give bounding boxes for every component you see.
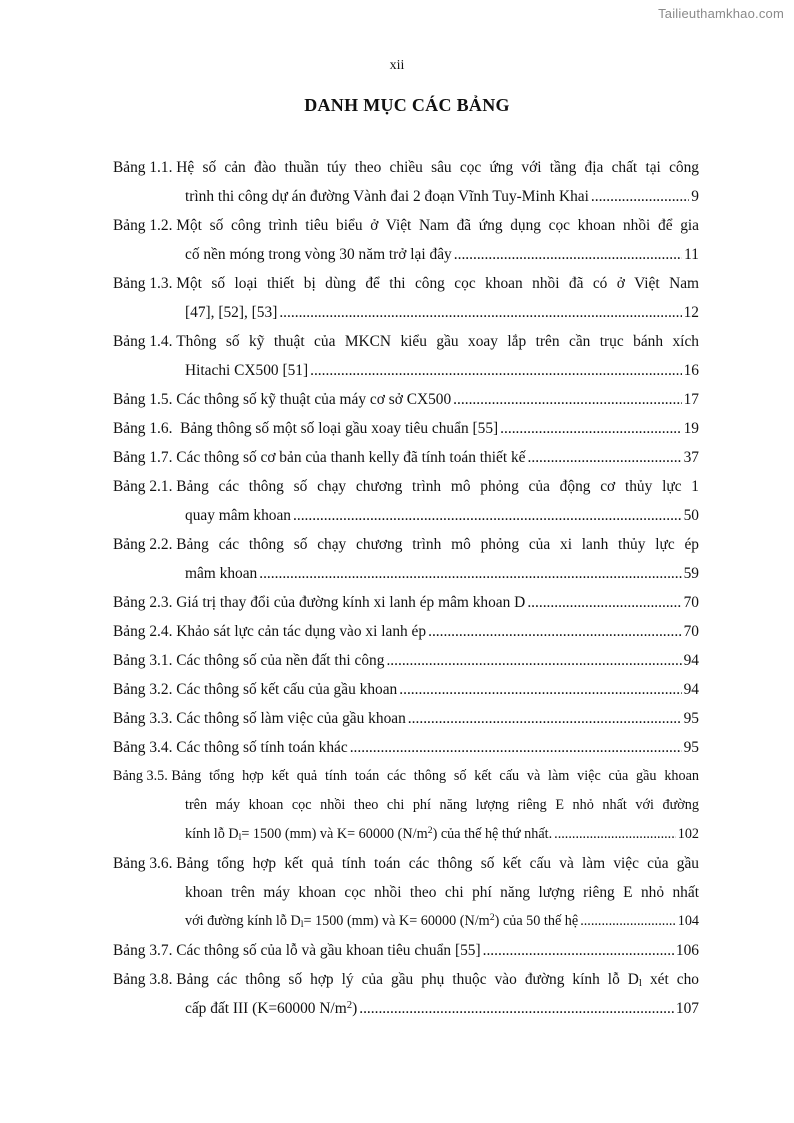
list-item-table-1-5[interactable] — [113, 385, 699, 414]
entry-title: Hitachi CX500 [51] — [185, 362, 309, 379]
entry-label: Bảng 2.2. — [113, 536, 177, 553]
entry-page-number: 16 — [683, 362, 699, 379]
entry-page-number: 94 — [683, 652, 699, 669]
entry-label: Bảng 1.4. — [113, 333, 177, 350]
list-item-table-1-4[interactable] — [113, 327, 699, 385]
entry-title: Thông số kỹ thuật của MKCN kiểu gầu xoay lắp trên cần trục bánh xích — [176, 333, 699, 350]
list-item-table-3-4[interactable] — [113, 733, 699, 762]
entry-label: Bảng 1.5. — [113, 391, 177, 408]
entry-label: Bảng 1.2. — [113, 217, 177, 234]
table-list — [113, 153, 699, 1023]
entry-page-number: 50 — [683, 507, 699, 524]
entry-title: Các thông số của nền đất thi công — [176, 652, 385, 669]
entry-title: mâm khoan — [185, 565, 258, 582]
entry-page-number: 102 — [677, 826, 699, 842]
list-item-table-1-7[interactable] — [113, 443, 699, 472]
entry-label: Bảng 1.1. — [113, 159, 177, 176]
entry-title: Hệ số cản đào thuần túy theo chiều sâu cọc ứng với tầng địa chất tại công — [176, 159, 699, 176]
entry-label: Bảng 3.4. — [113, 739, 177, 756]
entry-title: Bảng tổng hợp kết quả tính toán các thông số kết cấu và làm việc của gầu khoan — [171, 768, 699, 784]
entry-label: Bảng 3.8. — [113, 971, 177, 988]
page-title: DANH MỤC CÁC BẢNG — [304, 95, 510, 115]
entry-page-number: 37 — [683, 449, 699, 466]
list-item-table-1-2[interactable] — [113, 211, 699, 269]
entry-label: Bảng 3.2. — [113, 681, 177, 698]
entry-page-number: 59 — [683, 565, 699, 582]
entry-title: với đường kính lỗ $D_l= 1500$ (mm) và K= 60000 $(N/m^2)$ của 50 thế hệ — [185, 912, 579, 930]
list-item-table-3-6[interactable] — [113, 849, 699, 936]
entry-label: Bảng 1.7. — [113, 449, 177, 466]
entry-title: Các thông số làm việc của gầu khoan — [176, 710, 406, 727]
list-item-table-3-5[interactable] — [113, 762, 699, 849]
entry-page-number: 70 — [683, 623, 699, 640]
entry-title: Một số công trình tiêu biểu ở Việt Nam đã ứng dụng cọc khoan nhồi để gia — [176, 217, 699, 234]
list-item-table-3-2[interactable] — [113, 675, 699, 704]
entry-title: Bảng các thông số chạy chương trình mô phỏng của động cơ thủy lực 1 — [176, 478, 699, 495]
entry-title: khoan trên máy khoan cọc nhồi theo chi phí năng lượng riêng E nhỏ nhất — [185, 884, 699, 901]
entry-label: Bảng 3.3. — [113, 710, 177, 727]
list-item-table-3-7[interactable] — [113, 936, 699, 965]
entry-title: kính lỗ $D_l= 1500$ (mm) và K= 60000 $(N/m^2)$ của thế hệ thứ nhất. — [185, 825, 553, 843]
list-item-table-2-1[interactable] — [113, 472, 699, 530]
entry-label: Bảng 1.6. — [113, 420, 181, 437]
entry-title: [47], [52], [53] — [185, 304, 278, 321]
entry-page-number: 106 — [675, 942, 699, 959]
entry-label: Bảng 1.3. — [113, 275, 177, 292]
list-item-table-2-3[interactable] — [113, 588, 699, 617]
list-item-table-1-6[interactable] — [113, 414, 699, 443]
entry-label: Bảng 2.1. — [113, 478, 177, 495]
entry-page-number: 9 — [691, 188, 699, 205]
entry-page-number: 107 — [675, 1000, 699, 1017]
list-item-table-3-3[interactable] — [113, 704, 699, 733]
entry-title: Các thông số kỹ thuật của máy cơ sở CX500 — [176, 391, 452, 408]
entry-title: Bảng tổng hợp kết quả tính toán các thông số kết cấu và làm việc của gầu — [176, 855, 699, 872]
entry-page-number: 95 — [683, 710, 699, 727]
entry-title: Một số loại thiết bị dùng để thi công cọc khoan nhồi đã có ở Việt Nam — [176, 275, 699, 292]
entry-title: Các thông số của lỗ và gầu khoan tiêu chuẩn [55] — [176, 942, 481, 959]
entry-title: Các thông số tính toán khác — [176, 739, 348, 756]
list-item-table-3-1[interactable] — [113, 646, 699, 675]
list-item-table-2-4[interactable] — [113, 617, 699, 646]
list-item-table-3-8[interactable] — [113, 965, 699, 1023]
entry-label: Bảng 3.5. — [113, 768, 172, 784]
entry-title: Bảng các thông số hợp lý của gầu phụ thuộc vào đường kính lỗ $D_l$ xét cho — [176, 971, 699, 989]
entry-title: trình thi công dự án đường Vành đai 2 đoạn Vĩnh Tuy-Minh Khai — [185, 188, 589, 205]
entry-page-number: 12 — [683, 304, 699, 321]
entry-title: Giá trị thay đổi của đường kính xi lanh ép mâm khoan D — [176, 594, 526, 611]
entry-title: Các thông số kết cấu của gầu khoan — [176, 681, 398, 698]
entry-page-number: 19 — [683, 420, 699, 437]
entry-title: Các thông số cơ bản của thanh kelly đã tính toán thiết kế — [176, 449, 526, 466]
entry-label: Bảng 3.6. — [113, 855, 177, 872]
entry-title: Bảng thông số một số loại gầu xoay tiêu chuẩn [55] — [180, 420, 499, 437]
entry-title: quay mâm khoan — [185, 507, 291, 524]
entry-page-number: 11 — [684, 246, 699, 263]
entry-label: Bảng 2.4. — [113, 623, 177, 640]
list-item-table-2-2[interactable] — [113, 530, 699, 588]
entry-label: Bảng 3.1. — [113, 652, 177, 669]
entry-title: cố nền móng trong vòng 30 năm trở lại đây — [185, 246, 452, 263]
entry-title: cấp đất III (K=60000 $N/m^2$) — [185, 999, 358, 1017]
entry-page-number: 95 — [683, 739, 699, 756]
entry-label: Bảng 3.7. — [113, 942, 177, 959]
entry-title: Khảo sát lực cản tác dụng vào xi lanh ép — [176, 623, 427, 640]
list-item-table-1-1[interactable] — [113, 153, 699, 211]
entry-page-number: 94 — [683, 681, 699, 698]
page-number: xii — [389, 58, 405, 73]
entry-page-number: 104 — [677, 913, 699, 929]
watermark: Tailieuthamkhao.com — [658, 6, 784, 21]
list-item-table-1-3[interactable] — [113, 269, 699, 327]
entry-title: trên máy khoan cọc nhồi theo chi phí năng lượng riêng E nhỏ nhất với đường — [185, 797, 699, 813]
entry-label: Bảng 2.3. — [113, 594, 177, 611]
entry-page-number: 70 — [683, 594, 699, 611]
entry-page-number: 17 — [683, 391, 699, 408]
entry-title: Bảng các thông số chạy chương trình mô phỏng của xi lanh thủy lực ép — [176, 536, 699, 553]
